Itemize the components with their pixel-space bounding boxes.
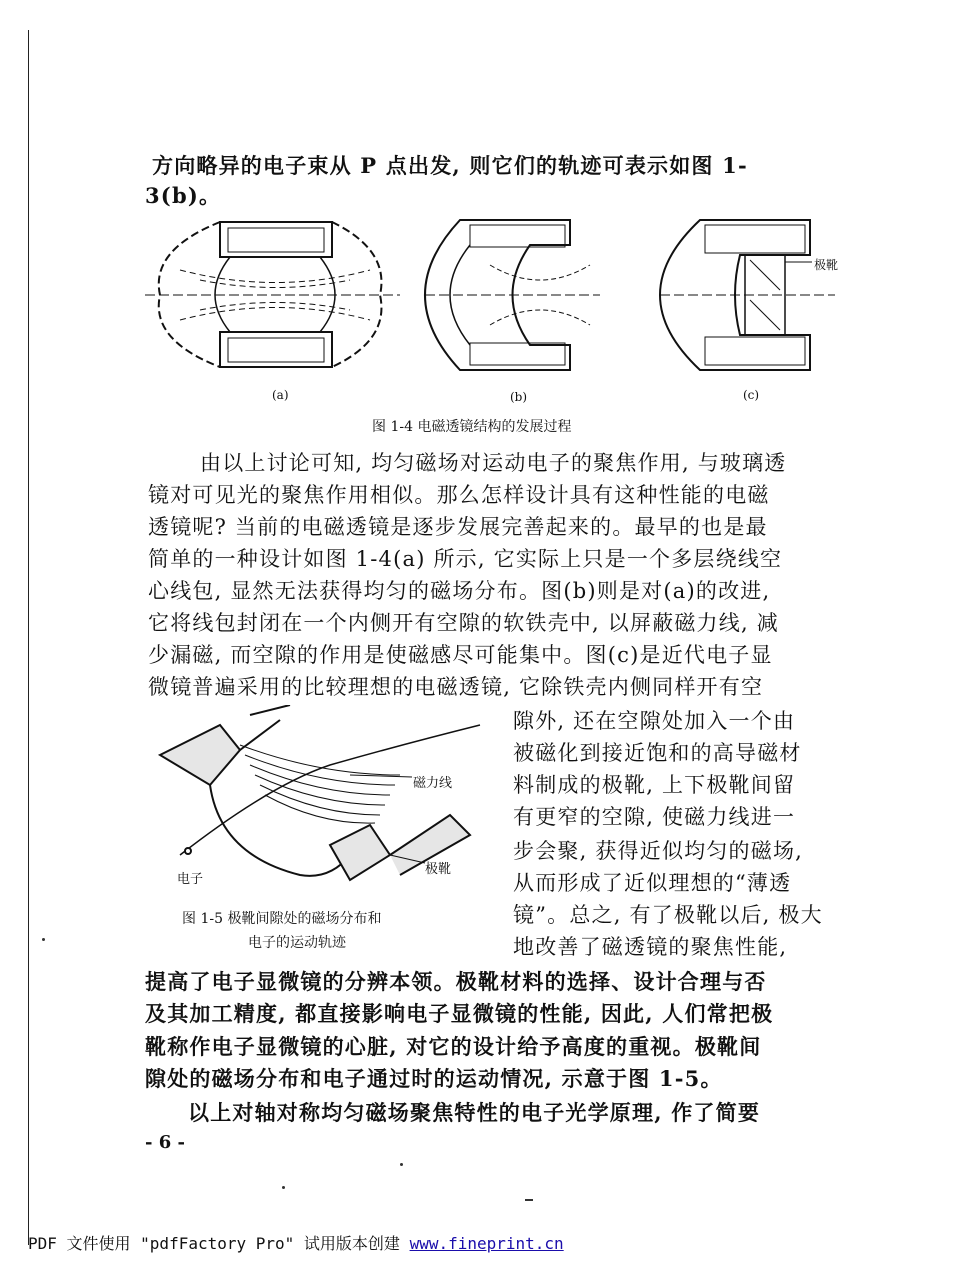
bottom-line-3: 靴称作电子显微镜的心脏, 对它的设计给予高度的重视。极靴间 <box>145 1034 762 1059</box>
pole-piece-lower <box>330 825 390 880</box>
fig14-label-c: (c) <box>743 388 760 402</box>
side-line-7: 镜”。总之, 有了极靴以后, 极大 <box>513 903 823 927</box>
bottom-line-5: 以上对轴对称均匀磁场聚焦特性的电子光学原理, 作了简要 <box>188 1100 761 1125</box>
fig15-label-electron: 电子 <box>177 872 204 887</box>
page-number: - 6 - <box>145 1132 185 1153</box>
footer-link[interactable]: www.fineprint.cn <box>409 1234 564 1253</box>
main-line-3: 透镜呢? 当前的电磁透镜是逐步发展完善起来的。最早的也是最 <box>148 515 768 539</box>
text-line-2: 3(b)。 <box>145 183 222 208</box>
bottom-line-4: 隙处的磁场分布和电子通过时的运动情况, 示意于图 1-5。 <box>145 1066 723 1091</box>
side-line-1: 隙外, 还在空隙处加入一个由 <box>513 709 796 733</box>
main-line-8: 微镜普遍采用的比较理想的电磁透镜, 它除铁壳内侧同样开有空 <box>148 675 764 699</box>
figure-1-4 <box>140 210 840 410</box>
main-line-7: 少漏磁, 而空隙的作用是使磁感尽可能集中。图(c)是近代电子显 <box>148 643 773 667</box>
main-line-1: 由以上讨论可知, 均匀磁场对运动电子的聚焦作用, 与玻璃透 <box>200 451 787 475</box>
side-line-2: 被磁化到接近饱和的高导磁材 <box>513 741 802 765</box>
scan-speck <box>525 1199 533 1201</box>
scan-speck <box>282 1186 285 1189</box>
fig15-caption-line2: 电子的运动轨迹 <box>248 935 346 951</box>
text-line-1: 方向略异的电子束从 P 点出发, 则它们的轨迹可表示如图 1- <box>152 153 748 178</box>
fig14-caption: 图 1-4 电磁透镜结构的发展过程 <box>372 419 572 435</box>
bottom-line-2: 及其加工精度, 都直接影响电子显微镜的性能, 因此, 人们常把极 <box>145 1001 774 1026</box>
main-line-5: 心线包, 显然无法获得均匀的磁场分布。图(b)则是对(a)的改进, <box>148 579 771 603</box>
footer-text: PDF 文件使用 "pdfFactory Pro" 试用版本创建 <box>28 1234 410 1253</box>
fig15-label-pole: 极靴 <box>425 862 452 877</box>
fig14-label-a: (a) <box>272 388 289 402</box>
main-line-2: 镜对可见光的聚焦作用相似。那么怎样设计具有这种性能的电磁 <box>148 483 770 507</box>
side-line-5: 步会聚, 获得近似均匀的磁场, <box>513 839 804 863</box>
main-line-4: 简单的一种设计如图 1-4(a) 所示, 它实际上只是一个多层绕线空 <box>148 547 783 571</box>
pdf-footer <box>28 1231 564 1254</box>
pole-piece-upper <box>160 725 240 785</box>
fig14-label-b: (b) <box>510 390 528 404</box>
scan-speck <box>400 1163 403 1166</box>
side-line-4: 有更窄的空隙, 使磁力线进一 <box>513 805 796 829</box>
fig14-pole-label: 极靴 <box>814 258 839 272</box>
fig15-label-field: 磁力线 <box>413 776 453 791</box>
bottom-line-1: 提高了电子显微镜的分辨本领。极靴材料的选择、设计合理与否 <box>145 969 767 994</box>
main-line-6: 它将线包封闭在一个内侧开有空隙的软铁壳中, 以屏蔽磁力线, 减 <box>148 611 779 635</box>
fig15-caption-line1: 图 1-5 极靴间隙处的磁场分布和 <box>182 911 382 927</box>
scan-speck <box>42 938 45 941</box>
side-line-6: 从而形成了近似理想的“薄透 <box>513 871 792 895</box>
side-line-3: 料制成的极靴, 上下极靴间留 <box>513 773 796 797</box>
page-margin-line <box>28 30 29 1245</box>
side-line-8: 地改善了磁透镜的聚焦性能, <box>513 935 788 959</box>
